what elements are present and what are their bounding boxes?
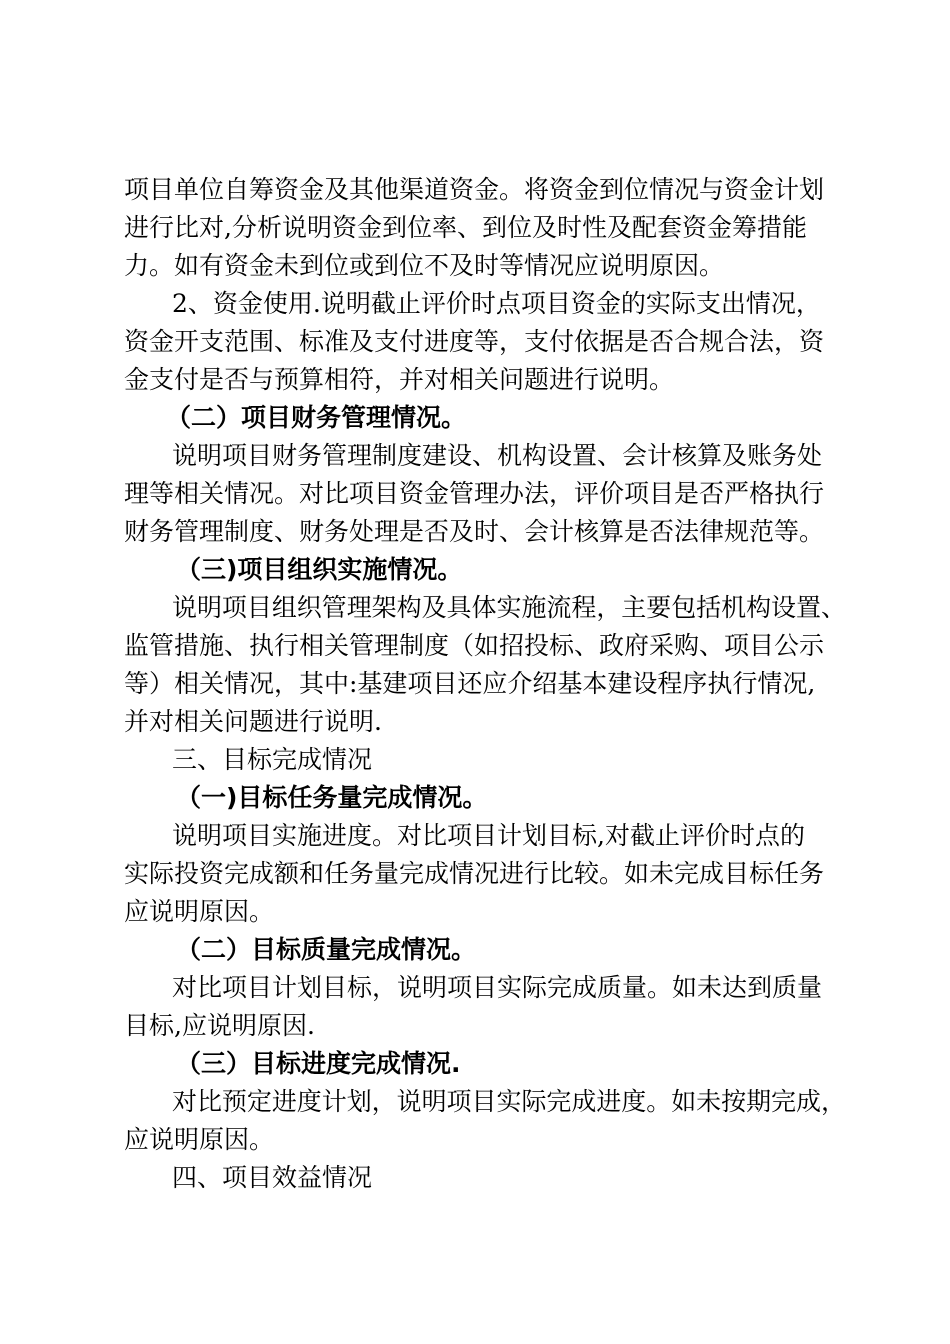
body-text-line [0,816,950,856]
body-text-line [0,170,950,210]
text-line-18: 说明项目实施进度。对比项目计划目标,对截止评价时点的 [172,821,805,850]
text-line-12: 说明项目组织管理架构及具体实施流程，主要包括机构设置、 [172,593,846,622]
body-text-line [0,360,950,400]
heading-finance-management: （二）项目财务管理情况。 [166,403,467,432]
body-text-line [0,626,950,666]
body-text-line [0,892,950,932]
text-line-6: 金支付是否与预算相符，并对相关问题进行说明。 [124,365,675,394]
text-line-4: 2、资金使用.说明截止评价时点项目资金的实际支出情况， [172,289,821,318]
body-text-line [0,1120,950,1160]
section-heading [0,778,950,818]
heading-task-volume: （一)目标任务量完成情况。 [176,783,488,812]
heading-progress: （三）目标进度完成情况. [176,1049,461,1078]
body-text-line [0,208,950,248]
text-line-13: 监管措施、执行相关管理制度（如招投标、政府采购、项目公示 [124,631,825,660]
heading-quality: （二）目标质量完成情况。 [176,935,477,964]
body-text-line [0,1006,950,1046]
section-heading [0,1044,950,1084]
body-text-line [0,1082,950,1122]
heading-goal-completion: 三、目标完成情况 [172,745,373,774]
body-text-line [0,474,950,514]
section-heading [0,930,950,970]
text-line-10: 财务管理制度、财务处理是否及时、会计核算是否法律规范等。 [124,517,825,546]
text-line-8: 说明项目财务管理制度建设、机构设置、会计核算及账务处 [172,441,823,470]
text-line-5: 资金开支范围、标准及支付进度等，支付依据是否合规合法，资 [124,327,825,356]
section-heading [0,550,950,590]
text-line-1: 项目单位自筹资金及其他渠道资金。将资金到位情况与资金计划 [124,175,825,204]
chapter-heading [0,740,950,780]
text-line-20: 应说明原因。 [124,897,275,926]
heading-organization: （三)项目组织实施情况。 [176,555,463,584]
text-line-14: 等）相关情况，其中:基建项目还应介绍基本建设程序执行情况, [124,669,816,698]
text-line-2: 进行比对,分析说明资金到位率、到位及时性及配套资金筹措能 [124,213,807,242]
text-line-23: 目标,应说明原因. [124,1011,315,1040]
body-text-line [0,246,950,286]
text-line-25: 对比预定进度计划，说明项目实际完成进度。如未按期完成， [172,1087,846,1116]
text-line-9: 理等相关情况。对比项目资金管理办法，评价项目是否严格执行 [124,479,825,508]
body-text-line [0,284,950,324]
text-line-22: 对比项目计划目标，说明项目实际完成质量。如未达到质量 [172,973,823,1002]
text-line-15: 并对相关问题进行说明. [124,707,382,736]
body-text-line [0,436,950,476]
body-text-line [0,968,950,1008]
text-line-3: 力。如有资金未到位或到位不及时等情况应说明原因。 [124,251,725,280]
heading-benefits: 四、项目效益情况 [172,1163,373,1192]
body-text-line [0,322,950,362]
body-text-line [0,588,950,628]
section-heading [0,398,950,438]
body-text-line [0,664,950,704]
text-line-19: 实际投资完成额和任务量完成情况进行比较。如未完成目标任务 [124,859,825,888]
chapter-heading [0,1158,950,1198]
body-text-line [0,512,950,552]
body-text-line [0,702,950,742]
body-text-line [0,854,950,894]
text-line-26: 应说明原因。 [124,1125,275,1154]
